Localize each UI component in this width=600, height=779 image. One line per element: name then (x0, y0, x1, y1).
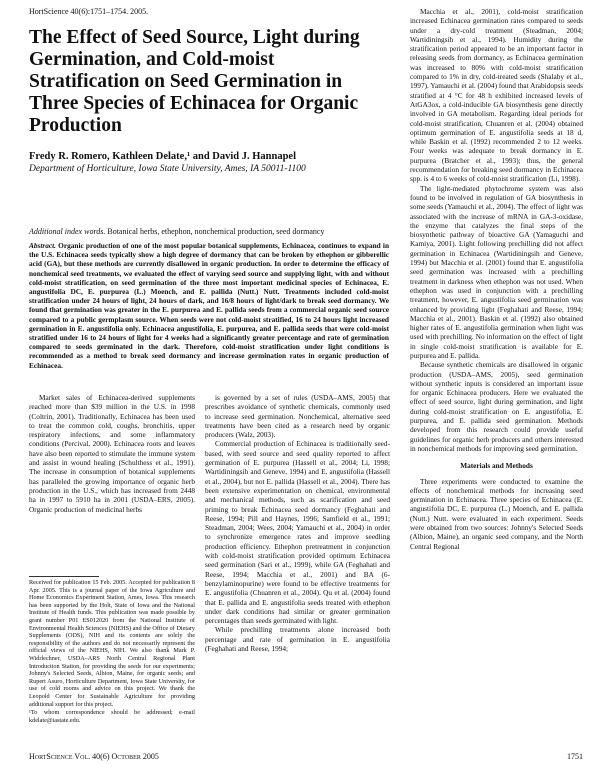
title-block (29, 27, 389, 174)
abstract-label: Abstract. (29, 241, 56, 250)
body-column-2 (205, 393, 390, 653)
body-paragraph: is governed by a set of rules (USDA–AMS, 2005) that prescribes avoidance of synthetic chemicals, commonly used to increase seed germination. Nonchemical, alternative seed treatments have been cited as a research need by organic producers (Walz, 2003). (205, 393, 390, 440)
article-authors: Fredy R. Romero, Kathleen Delate,¹ and David J. Hannapel (29, 151, 297, 162)
body-paragraph: Commercial production of Echinacea is traditionally seed-based, with seed source and seed quality reported to affect germination of E. purpurea (Hassell et al., 2004; Li, 1998; Wartidiningsih and Geneve, 1994) and E. angustifolia (Hassell et al., 2004), but not E. pallida (Hassell et al., 2004). There has been extensive experimentation on chemical, environmental and mechanical methods, such as scarification and seed priming to break Echinacea seed dormancy (Feghahati and Reese, 1994; Pill and Haynes, 1996; Samfield et al., 1991; Steadman, 2004; Wees, 2004; Yamauchi et al., 2004) in order to synchronize emergence rates and improve seedling production efficiency. Ethephon pretreatment in conjunction with cold-moist stratification provided optimum Echinacea seed germination (Sari et al., 1999), while GA (Feghahati and Reese, 1994; Macchia et al., 2001) and BA (6-benzylaminopurine) were found to be effective treatments for E. angustifolia (Chuanren et al., 2004). Qu et al. (2004) found that E. pallida and E. angustifolia seeds treated with ethephon under dark conditions had similar or greater germination percentages than seeds germinated with light. (205, 439, 390, 626)
footnote-rule (29, 576, 99, 577)
running-head: HortScience 40(6):1751–1754. 2005. (29, 7, 149, 16)
index-terms-label: Additional index words. (29, 227, 106, 236)
body-column-1 (29, 393, 195, 514)
journal-footer: HortScience Vol. 40(6) October 2005 (29, 752, 159, 761)
footnotes (29, 576, 195, 725)
body-paragraph: Macchia et al., 2001), cold-moist stratification increased Echinacea germination rates compared to seeds under a dry-cold treatment (Steadman, 2004; Wartidiningsih et al., 1994). Humidity during the stratification period appeared to be an important factor in releasing seeds from dormancy, as Echinacea germination was increased to 80% with cold-moist stratification compared to 1% in dry, cold-treated seeds (Shalaby et al., 1997). Yamauchi et al. (2004) found that Arabidopsis seeds stratified at 4 °C for 48 h exhibited increased levels of AtGA3ox, a cold-inducible GA biosynthesis gene directly involved in GA metabolism. Regarding ideal periods for cold-moist stratification, Chuanren et al. (2004) obtained optimum germination of E. angustifolia seeds at 18 d, while Baskin et al. (1992) recommended 2 to 12 weeks. Four weeks was adequate to break dormancy in E. purpurea (Bratcher et al., 1993); thus, the general recommendation for breaking seed dormancy in Echinacea spp. is 4 to 6 weeks of cold-moist stratification (Li, 1998). (410, 7, 583, 184)
body-paragraph: While prechilling treatments alone increased both percentage and rate of germination in E. angustifolia (Feghahati and Reese, 1994; (205, 625, 390, 654)
body-column-3 (410, 7, 583, 551)
abstract (29, 241, 389, 370)
body-paragraph: The light-mediated phytochrome system was also found to be involved in regulation of GA biosynthesis in some seeds (Yamauchi et al., 2004). The effect of light was associated with the increase of mRNA in GA-3-oxidase, the enzyme that catalyzes the final steps of the biosynthetic pathway of bioactive GA (Yamaguchi and Kamiya, 2001). Light following prechilling did not affect germination in Echinacea (Wartidiningsih and Geneve, 1994) but Macchia et al. (2001) found that E. angustifolia seed germination was increased with a prechilling treatment in darkness when ethephon was not used. When ethephon was used in conjunction with a prechilling treatment, however, E. angustifolia seed germination was enhanced by providing light (Feghahati and Reese, 1994; Macchia et al., 2001). Baskin et al. (1992) also obtained higher rates of E. angustifolia germination when light was used with prechilling. No information on the effect of light in single cold-moist stratification is available for E. purpurea and E. pallida. (410, 183, 583, 360)
index-terms (29, 227, 389, 236)
abstract-text: Organic production of one of the most popular botanical supplements, Echinacea, continues to expand in the U.S. Echinacea seeds typically show a high degree of dormancy that can be broken by ethephon or gibberellic acid (GA), but these methods are currently disallowed in organic production. In order to determine the efficacy of nonchemical seed treatments, we evaluated the effect of varying seed source and supplying light, with and without cold-moist stratification, on seed germination of the three most important medicinal species of Echinacea, E. angustifolia DC, E. purpurea (L.) Moench, and E. pallida (Nutt.) Nutt. Treatments included cold-moist stratification under 24 hours of light, 24 hours of dark, and 16/8 hours of light/dark to break seed dormancy. We found that germination was greater in the E. purpurea and E. pallida seeds from a commercial organic seed source compared to a public germplasm source. When seeds were not cold-moist stratified, 16 to 24 hours light increased germination in E. angustifolia only. Echinacea angustifolia, E. purpurea, and E. pallida seeds that were cold-moist stratified under 16 to 24 hours of light for 4 weeks had a significantly greater percentage and rate of germination compared to seeds germinated in the dark. Therefore, cold-moist stratification under light conditions is recommended as a method to break seed dormancy and increase germination rates in organic production of Echinacea. (29, 241, 389, 370)
page-number: 1751 (567, 752, 583, 761)
section-heading: Materials and Methods (460, 461, 533, 471)
index-terms-text: Botanical herbs, ethephon, nonchemical production, seed dormancy (107, 227, 325, 236)
body-paragraph: Three experiments were conducted to examine the effects of nonchemical methods for increasing seed germination in Echinacea. Three species of Echinacea (E. angustifolia DC, E. purpurea (L.) Moench, and E. pallida (Nutt.) Nutt. were evaluated in each experiment. Seeds were obtained from two sources: Johnny's Selected Seeds (Albion, Maine), an organic seed company, and the North Central Regional (410, 476, 583, 551)
article-affiliation: Department of Horticulture, Iowa State University, Ames, IA 50011-1100 (29, 164, 306, 174)
body-paragraph: Market sales of Echinacea-derived supplements reached more than $39 million in the U.S. in 1998 (Coltrin, 2001). Traditionally, Echinacea has been used to treat the common cold, coughs, bronchitis, upper respiratory infections, and some inflammatory conditions (Percival, 2000). Echinacea roots and leaves have also been reported to stimulate the immune system and assist in wound healing (Schulthess et al., 1991). The increase in consumption of botanical supplements has paralleled the growing importance of organic herb production in the U.S., which has increased from 2448 ha in 1997 to 5910 ha in 2001 (USDA–ERS, 2005). Organic production of medicinal herbs (29, 393, 195, 514)
footnote-received: Received for publication 15 Feb. 2005. Accepted for publication 8 Apr. 2005. This is a journal paper of the Iowa Agriculture and Home Economics Experiment Station, Ames, Iowa. This research has been supported by the Holt, State of Iowa and the National Institute of Health funds. This publication was made possible by grant number P01 ES012020 from the National Institute of Environmental Health Sciences (NIEHS) and the Office of Dietary Supplements (ODS), NIH and its contents are solely the responsibility of the authors and do not necessarily represent the official views of the NIEHS, NIH. We also thank Mark P. Widrlechner, USDA–ARS North Central Regional Plant Introduction Station, for providing the seeds for our experiments; Johnny's Selected Seeds, Albion, Maine, for organic seeds; and Rupert Asuro, Horticulture Department, Iowa State University, for use of cold rooms and advice on this project. We thank the Leopold Center for Sustainable Agriculture for providing additional support for this project. (29, 579, 195, 708)
body-paragraph: Because synthetic chemicals are disallowed in organic production (USDA–AMS, 2005), seed germination without synthetic inputs is considered an important issue for organic Echinacea producers. Here we evaluated the effect of seed source, light during germination, and light during cold-moist stratification on E. angustifolia, E. purpurea, and E. pallida seed germination. Methods developed from this research could provide useful guidelines for organic herb producers and others interested in nonchemical methods for improving seed germination. (410, 360, 583, 453)
article-title: The Effect of Seed Source, Light during Germination, and Cold-moist Stratification on Seed Germination in Three Species of Echinacea for Organic Production (29, 27, 360, 136)
footnote-corresponding: ¹To whom correspondence should be addressed; e-mail kdelate@iastate.edu. (29, 709, 195, 724)
